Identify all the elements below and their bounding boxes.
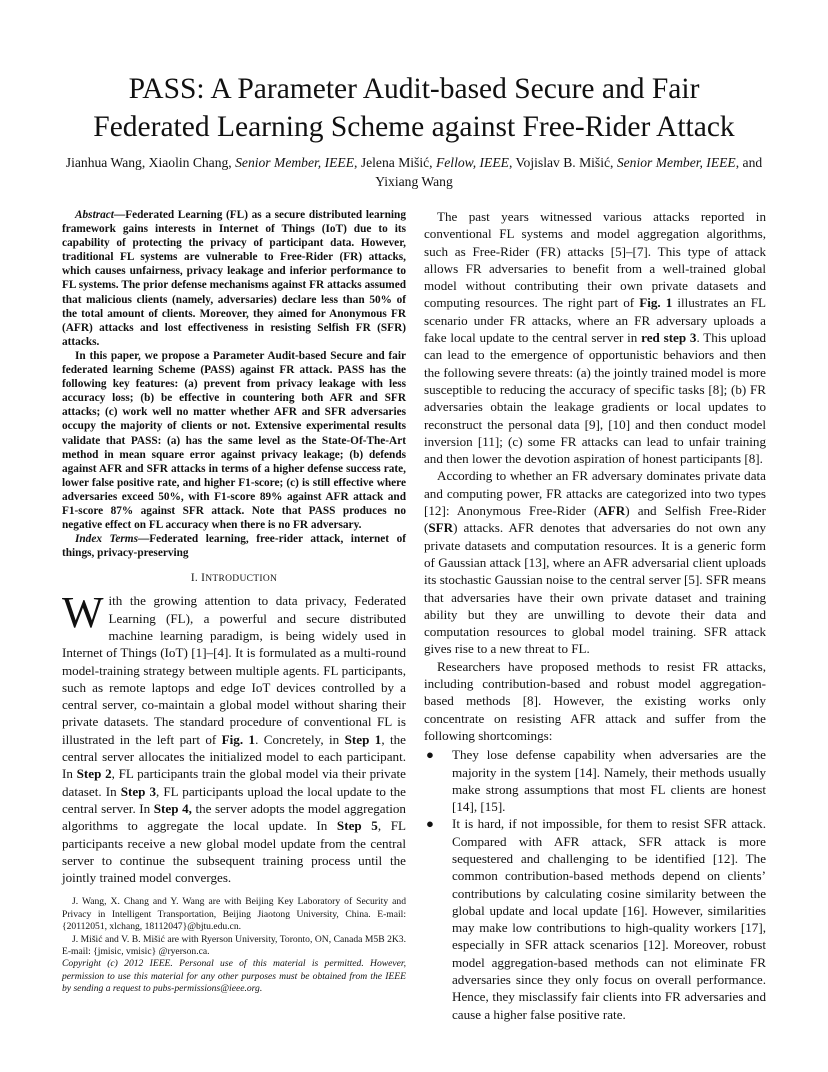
right-paragraph-3: Researchers have proposed methods to resist FR attacks, including contribution-based and robust model aggregation-based methods [8]. However, the existing works only concentrate on resisting AFR attack and suffer from the following shortcomings: [424, 658, 766, 743]
author-3-role: Senior Member, IEEE [616, 155, 736, 170]
bullet-icon: ● [426, 747, 434, 763]
abstract-label: Abstract [75, 209, 114, 221]
footnotes [62, 896, 406, 995]
author-1: Jianhua Wang, Xiaolin Chang, [65, 155, 236, 170]
author-4: , and Yixiang Wang [375, 155, 763, 189]
footnote-affiliation-2: J. Mišić and V. B. Mišić are with Ryerson University, Toronto, ON, Canada M5B 2K3. E-mail: {jmisic, vmisic} @ryerson.ca. [62, 933, 406, 958]
drop-cap: W [62, 588, 104, 638]
introduction-body [62, 588, 406, 886]
fig-1-ref: Fig. 1 [221, 731, 256, 747]
left-column [62, 208, 406, 996]
right-paragraph-2: According to whether an FR adversary dominates private data and computing power, FR attacks are categorized into two types [12]: Anonymous Free-Rider (AFR) and Selfish Free-Rider (SFR) attacks. AFR denotes that adversaries do not own any private datasets and computation resources. It is a generic form of Gaussian attack [13], where an AFR adversarial client uploads its stochastic Gaussian noise to the central server [5]. SFR means that adversaries have their own private dataset and training ability but they are unwilling to devote their data and computation resources to global model training. SFR attack gives rise to a new threat to FL. [424, 468, 766, 657]
list-item: ● They lose defense capability when adversaries are the majority in the system [14]. Namely, their methods usually make strong assumptions that most FL clients are honest [14], [15]. [426, 747, 766, 815]
author-2-role: Fellow, IEEE [435, 155, 509, 170]
index-terms-label: Index Terms [75, 533, 138, 546]
intro-paragraph-1: With the growing attention to data privacy, Federated Learning (FL), a powerful and secure distributed machine learning paradigm, is being widely used in Internet of Things (IoT) [1]–[4]. It is formulated as a multi-round model-training strategy between multiple agents. FL participants, such as remote laptops and edge IoT devices controlled by a central server, co-maintain a global model without sharing their private datasets. The standard procedure of conventional FL is illustrated in the left part of Fig. 1. Concretely, in Step 1, the central server allocates the initialized model to each participant. In Step 2, FL participants train the global model via their private dataset. In Step 3, FL participants upload the local update to the central server. In Step 4, the server adopts the model aggregation algorithms to aggregate the local update. In Step 5, FL participants receive a new global model update from the central server to continue the subsequent training process until the jointly trained model converges. [62, 588, 406, 886]
right-paragraph-1: The past years witnessed various attacks reported in conventional FL systems and model aggregation algorithms, such as Free-Rider (FR) attacks [5]–[7]. This type of attack allows FR adversaries to benefit from a well-trained global model without contributing their own private datasets and computing resources. The right part of Fig. 1 illustrates an FL scenario under FR attacks, where an FR adversary uploads a fake local update to the central server in red step 3. This upload can lead to the emergence of opportunistic behaviors and then the following severe threats: (a) the jointly trained model is more susceptible to reducing the accuracy of specific tasks [8]; (b) FR adversaries obtain the leakage gradients or local updates to reconstruct the personal data [9], [10] and then conduct model inversion [11]; (c) some FR attacks can lead to unfair training and then lower the devotion aspiration of honest participants [8]. [424, 209, 767, 467]
right-column [424, 208, 766, 1023]
author-list [60, 153, 768, 191]
title-line-2: Federated Learning Scheme against Free-Rider Attack [93, 111, 735, 143]
copyright-notice: Copyright (c) 2012 IEEE. Personal use of this material is permitted. However, permission to use this material for any other purposes must be obtained from the IEEE by sending a request to pubs-permissions@ieee.org. [62, 958, 406, 995]
section-heading-introduction: I. INTRODUCTION [190, 572, 278, 585]
abstract-paragraph-2: In this paper, we propose a Parameter Audit-based Secure and fair federated learning Scheme (PASS) against FR attack. PASS has the following key features: (a) prevent from privacy leakage with less accuracy loss; (b) be effective in countering both AFR and SFR attacks; (c) work well no matter whether AFR and SFR adversaries occupy the majority of clients or not. Extensive experimental results validate that PASS: (a) has the same level as the State-Of-The-Art method in mean square error against privacy leakage; (b) defends against AFR and SFR attacks in terms of a higher defense success rate, lower false positive rate, and higher F1-score; (c) is still effective where adversaries exceed 50%, with F1-score 89% against AFR attack and F1-score 87% against SFR attack. Note that PASS produces no negative effect on FL accuracy when there is no FR adversary. [62, 349, 406, 532]
abstract [62, 208, 406, 560]
author-3: , Vojislav B. Mišić, [508, 155, 617, 170]
author-2: , Jelena Mišić, [354, 155, 436, 170]
fig-1-ref-right: Fig. 1 [639, 295, 673, 311]
shortcomings-list [424, 746, 766, 1023]
footnote-affiliation-1: J. Wang, X. Chang and Y. Wang are with Beijing Key Laboratory of Security and Privacy in Intelligent Transportation, Beijing Jiaotong University, China. E-mail: {20112051, xlchang, 18112047}@bjtu.edu.cn. [62, 896, 406, 933]
abstract-paragraph-1: Abstract—Federated Learning (FL) as a secure distributed learning framework gains interests in Internet of Things (IoT) due to its capability of protecting the privacy of participant data. However, traditional FL systems are vulnerable to Free-Rider (FR) attacks, which causes unfairness, privacy leakage and inferior performance to FL systems. The prior defense mechanisms against FR attacks assumed that malicious clients (namely, adversaries) declare less than 50% of the total amount of clients. Moreover, they aimed for Anonymous FR (AFR) attacks and lost effectiveness in resisting Selfish FR (SFR) attacks. [62, 209, 406, 348]
author-1-role: Senior Member, IEEE [235, 155, 355, 170]
title-line-1: PASS: A Parameter Audit-based Secure and Fair [128, 73, 700, 105]
paper-title [40, 70, 788, 146]
index-terms: Index Terms—Federated learning, free-rider attack, internet of things, privacy-preserving [62, 533, 406, 560]
list-item: ● It is hard, if not impossible, for them to resist SFR attack. Compared with AFR attack, SFR attack is more sequestered and challenging to be identified [12]. The common contribution-based methods depend on clients’ contributions by calculating cosine similarity between the global update and local update [16]. However, similarities may make low contributions to high-quality workers [17], especially in SFR attack scenarios [12]. Moreover, robust model aggregation-based methods can not eliminate FR adversaries since they only focus on overall performance. Hence, they misclassify fair clients into FR adversaries and cause a higher false positive rate. [426, 816, 766, 1022]
bullet-icon: ● [426, 816, 434, 832]
right-column-body [424, 208, 766, 1023]
